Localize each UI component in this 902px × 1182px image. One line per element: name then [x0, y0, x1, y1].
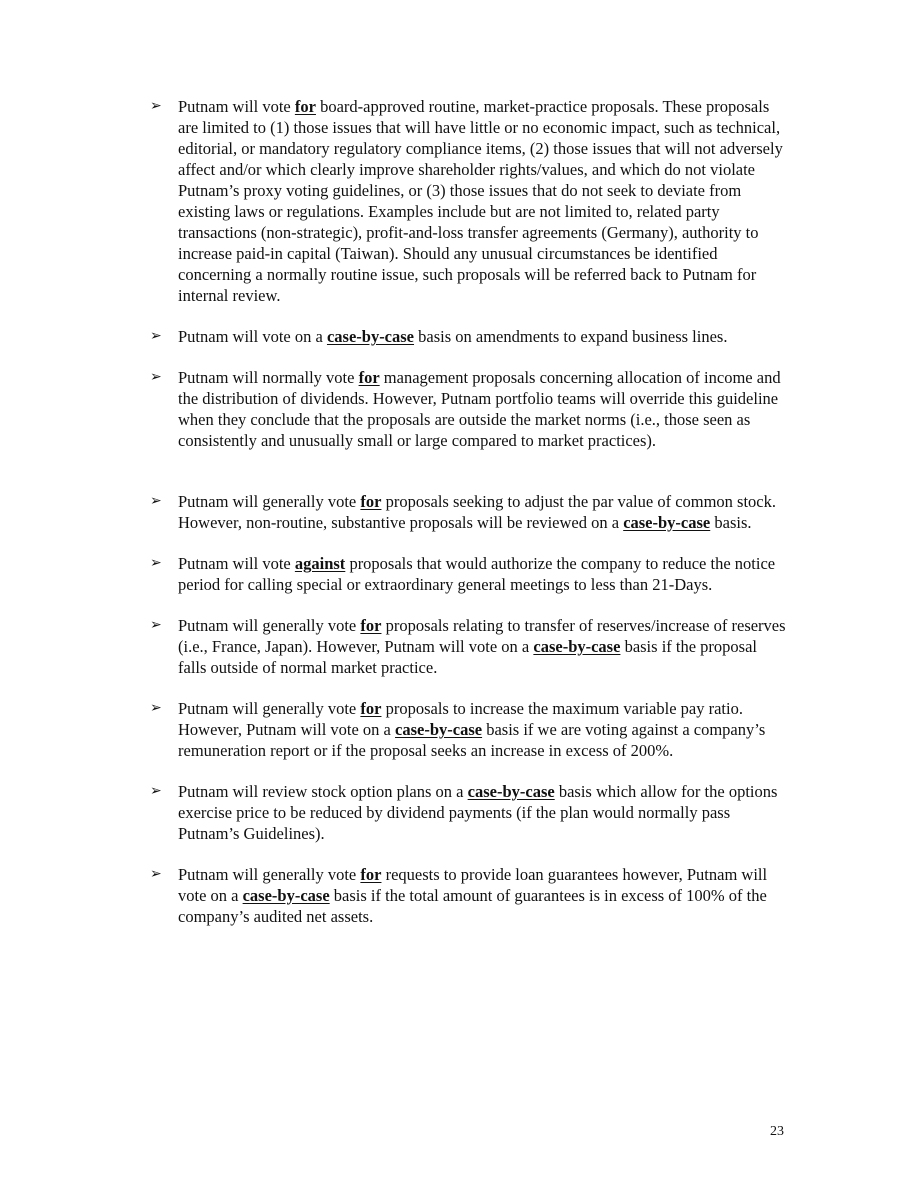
list-item [0, 96, 788, 306]
emphasis-for: for [360, 699, 382, 718]
bullet-text: Putnam will generally vote for requests to provide loan guarantees however, Putnam will vote on a case-by-case basis if the total amount of guarantees is in excess of 100% of the company’s audited net assets. [178, 865, 768, 926]
guideline-list [0, 96, 902, 947]
list-item [0, 491, 788, 533]
arrow-bullet-icon: ➢ [150, 866, 162, 882]
list-item [0, 553, 788, 595]
bullet-text: Putnam will generally vote for proposals seeking to adjust the par value of common stock. However, non-routine, substantive proposals will be reviewed on a case-by-case basis. [178, 492, 777, 532]
list-item [0, 367, 788, 451]
bullet-text: Putnam will vote against proposals that would authorize the company to reduce the notice period for calling special or extraordinary general meetings to less than 21-Days. [178, 554, 776, 594]
bullet-text: Putnam will vote on a case-by-case basis on amendments to expand business lines. [178, 327, 728, 346]
emphasis-case-by-case: case-by-case [326, 327, 415, 346]
bullet-text: Putnam will generally vote for proposals relating to transfer of reserves/increase of reserves (i.e., France, Japan). However, Putnam will vote on a case-by-case basis if the proposal falls outside of normal market practice. [178, 616, 786, 677]
arrow-bullet-icon: ➢ [150, 617, 162, 633]
emphasis-for: for [360, 492, 382, 511]
arrow-bullet-icon: ➢ [150, 555, 162, 571]
emphasis-case-by-case: case-by-case [467, 782, 555, 801]
bullet-text: Putnam will normally vote for management proposals concerning allocation of income and the distribution of dividends. However, Putnam portfolio teams will override this guideline when they conclude that the proposals are outside the market norms (i.e., those seen as consistently and unusually small or large compared to market practices). [178, 368, 781, 450]
list-item [0, 864, 788, 927]
emphasis-for: for [360, 865, 382, 884]
emphasis-against: against [294, 554, 346, 573]
arrow-bullet-icon: ➢ [150, 369, 162, 385]
arrow-bullet-icon: ➢ [150, 98, 162, 114]
emphasis-case-by-case: case-by-case [242, 886, 330, 905]
list-item [0, 326, 788, 347]
arrow-bullet-icon: ➢ [150, 493, 162, 509]
arrow-bullet-icon: ➢ [150, 700, 162, 716]
page-number: 23 [770, 1124, 784, 1139]
arrow-bullet-icon: ➢ [150, 328, 162, 344]
emphasis-case-by-case: case-by-case [533, 637, 621, 656]
emphasis-for: for [358, 368, 380, 387]
bullet-text: Putnam will vote for board-approved routine, market-practice proposals. These proposals are limited to (1) those issues that will have little or no economic impact, such as technical, editorial, or mandatory regulatory compliance items, (2) those issues that will not adversely affect and/or which clearly improve shareholder rights/values, and which do not violate Putnam’s proxy voting guidelines, or (3) those issues that do not seek to deviate from existing laws or regulations. Examples include but are not limited to, related party transactions (non-strategic), profit-and-loss transfer agreements (Germany), authority to increase paid-in capital (Taiwan). Should any unusual circumstances be identified concerning a normally routine issue, such proposals will be referred back to Putnam for internal review. [178, 97, 783, 305]
list-item [0, 698, 788, 761]
emphasis-case-by-case: case-by-case [623, 513, 711, 532]
emphasis-for: for [294, 97, 316, 116]
emphasis-case-by-case: case-by-case [395, 720, 483, 739]
emphasis-for: for [360, 616, 382, 635]
list-item [0, 615, 788, 678]
arrow-bullet-icon: ➢ [150, 783, 162, 799]
bullet-text: Putnam will generally vote for proposals to increase the maximum variable pay ratio. However, Putnam will vote on a case-by-case basis if we are voting against a company’s remuneration report or if the proposal seeks an increase in excess of 200%. [178, 699, 766, 760]
list-item [0, 781, 788, 844]
bullet-text: Putnam will review stock option plans on a case-by-case basis which allow for the options exercise price to be reduced by dividend payments (if the plan would normally pass Putnam’s Guidelines). [178, 782, 778, 843]
